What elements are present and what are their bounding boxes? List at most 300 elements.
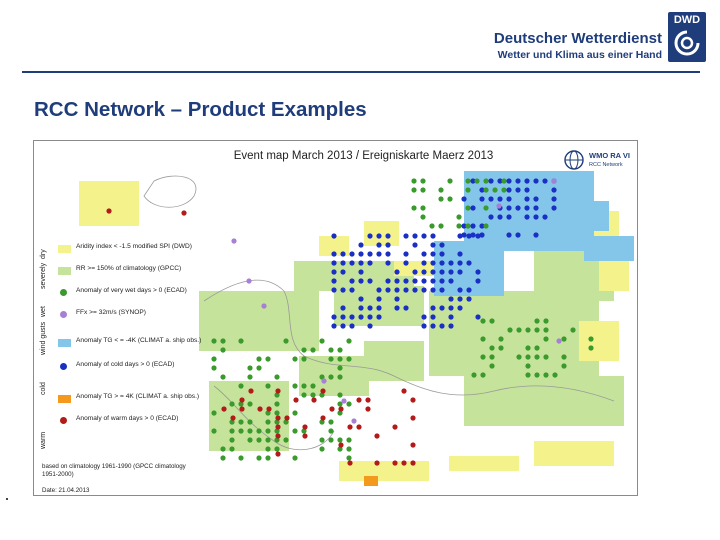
- wet-dot: [274, 401, 279, 406]
- cold-dot: [533, 196, 538, 201]
- wet-dot: [411, 205, 416, 210]
- wet-area: [364, 341, 424, 381]
- cold-dot: [349, 314, 354, 319]
- cold-dot: [470, 205, 475, 210]
- wet-dot: [337, 437, 342, 442]
- warm-dot: [410, 397, 415, 402]
- gust-dot: [231, 238, 236, 243]
- warm-dot: [410, 460, 415, 465]
- warm-dot: [320, 388, 325, 393]
- wet-dot: [256, 455, 261, 460]
- cold-area: [569, 201, 609, 231]
- cold-dot: [475, 278, 480, 283]
- cold-dot: [412, 278, 417, 283]
- wet-dot: [483, 205, 488, 210]
- cold-dot: [533, 205, 538, 210]
- cold-dot: [385, 287, 390, 292]
- wet-dot: [328, 419, 333, 424]
- cold-dot: [506, 232, 511, 237]
- cold-dot: [421, 260, 426, 265]
- wet-dot: [561, 363, 566, 368]
- cold-dot: [497, 214, 502, 219]
- wet-dot: [274, 410, 279, 415]
- cold-dot: [376, 251, 381, 256]
- cold-dot: [439, 260, 444, 265]
- wet-dot: [429, 223, 434, 228]
- legend-dot-symbol: [60, 311, 67, 318]
- wet-dot: [483, 187, 488, 192]
- cold-dot: [358, 242, 363, 247]
- wet-dot: [588, 345, 593, 350]
- wet-dot: [301, 356, 306, 361]
- wet-dot: [456, 223, 461, 228]
- cold-dot: [448, 278, 453, 283]
- wet-dot: [247, 437, 252, 442]
- legend-item-label: Anomaly TG < = -4K (CLIMAT a. ship obs.): [76, 337, 202, 344]
- cold-dot: [475, 269, 480, 274]
- wet-dot: [570, 327, 575, 332]
- wet-dot: [543, 318, 548, 323]
- dwd-badge-text: DWD: [673, 14, 701, 26]
- cold-dot: [412, 233, 417, 238]
- warm-dot: [338, 406, 343, 411]
- legend-swatch: [58, 267, 71, 275]
- wet-dot: [411, 178, 416, 183]
- wet-dot: [337, 392, 342, 397]
- cold-dot: [457, 296, 462, 301]
- cold-dot: [439, 251, 444, 256]
- wet-dot: [543, 354, 548, 359]
- wet-dot: [301, 383, 306, 388]
- map-title: Event map March 2013 / Ereigniskarte Maerz 2013: [233, 150, 494, 162]
- cold-dot: [367, 305, 372, 310]
- cold-dot: [506, 196, 511, 201]
- wet-dot: [211, 410, 216, 415]
- wet-dot: [465, 205, 470, 210]
- cold-dot: [340, 314, 345, 319]
- cold-dot: [457, 251, 462, 256]
- wet-dot: [543, 327, 548, 332]
- wet-dot: [337, 365, 342, 370]
- warm-dot: [239, 397, 244, 402]
- legend-item-label: Aridity index < -1.5 modified SPI (DWD): [76, 243, 192, 250]
- warm-dot: [347, 460, 352, 465]
- warm-dot: [410, 415, 415, 420]
- cold-dot: [403, 305, 408, 310]
- cold-dot: [448, 260, 453, 265]
- wet-dot: [328, 347, 333, 352]
- cold-dot: [385, 251, 390, 256]
- cold-dot: [479, 196, 484, 201]
- wet-area: [464, 376, 624, 426]
- wet-dot: [465, 187, 470, 192]
- wet-dot: [438, 187, 443, 192]
- cold-dot: [403, 260, 408, 265]
- wet-dot: [319, 446, 324, 451]
- cold-dot: [448, 269, 453, 274]
- wet-dot: [420, 214, 425, 219]
- cold-dot: [403, 251, 408, 256]
- wet-dot: [211, 428, 216, 433]
- cold-dot: [524, 214, 529, 219]
- wet-dot: [319, 437, 324, 442]
- dwd-tagline: Wetter und Klima aus einer Hand: [497, 49, 662, 61]
- wet-dot: [489, 345, 494, 350]
- cold-dot: [466, 287, 471, 292]
- warm-dot: [392, 424, 397, 429]
- cold-dot: [331, 233, 336, 238]
- wet-dot: [328, 437, 333, 442]
- wet-dot: [465, 178, 470, 183]
- warm-dot: [248, 388, 253, 393]
- legend-item-label: RR >= 150% of climatology (GPCC): [76, 265, 182, 272]
- warm-dot: [181, 210, 186, 215]
- wet-dot: [229, 437, 234, 442]
- warm-dot: [374, 460, 379, 465]
- wet-dot: [220, 455, 225, 460]
- wet-dot: [438, 196, 443, 201]
- cold-dot: [533, 214, 538, 219]
- wet-dot: [489, 354, 494, 359]
- warm-dot: [230, 415, 235, 420]
- wet-dot: [534, 318, 539, 323]
- wet-dot: [534, 345, 539, 350]
- cold-dot: [358, 305, 363, 310]
- legend-item-label: FFx >= 32m/s (SYNOP): [76, 309, 146, 316]
- gust-dot: [321, 378, 326, 383]
- cold-dot: [497, 196, 502, 201]
- cold-dot: [457, 287, 462, 292]
- cold-dot: [506, 214, 511, 219]
- cold-dot: [376, 305, 381, 310]
- legend-item-label: Anomaly TG > = 4K (CLIMAT a. ship obs.): [76, 393, 200, 400]
- cold-dot: [340, 260, 345, 265]
- wet-dot: [561, 354, 566, 359]
- dwd-logo-badge: [668, 12, 706, 62]
- cold-dot: [439, 287, 444, 292]
- cold-dot: [376, 242, 381, 247]
- wet-dot: [265, 455, 270, 460]
- wet-dot: [337, 374, 342, 379]
- wet-dot: [292, 428, 297, 433]
- cold-dot: [430, 278, 435, 283]
- cold-dot: [367, 323, 372, 328]
- gust-dot: [341, 398, 346, 403]
- wet-dot: [543, 336, 548, 341]
- warm-dot: [347, 424, 352, 429]
- wet-dot: [346, 356, 351, 361]
- wet-dot: [438, 223, 443, 228]
- warm-dot: [365, 397, 370, 402]
- wet-dot: [220, 446, 225, 451]
- legend-dot-symbol: [60, 417, 67, 424]
- wet-dot: [265, 437, 270, 442]
- wet-dot: [328, 428, 333, 433]
- wet-dot: [238, 338, 243, 343]
- warm-dot: [401, 460, 406, 465]
- wet-dot: [525, 345, 530, 350]
- dry-area: [599, 261, 629, 291]
- wet-dot: [534, 354, 539, 359]
- wet-dot: [229, 428, 234, 433]
- wet-dot: [283, 338, 288, 343]
- wet-dot: [211, 356, 216, 361]
- wet-dot: [525, 372, 530, 377]
- legend-group-label: wet: [40, 306, 47, 317]
- warm-dot: [275, 451, 280, 456]
- cold-dot: [358, 251, 363, 256]
- cold-dot: [448, 323, 453, 328]
- gust-dot: [556, 338, 561, 343]
- legend-group-label: wind gusts: [40, 321, 47, 355]
- wet-dot: [265, 446, 270, 451]
- cold-dot: [331, 314, 336, 319]
- cold-dot: [515, 232, 520, 237]
- wet-dot: [346, 338, 351, 343]
- wet-dot: [420, 178, 425, 183]
- cold-dot: [376, 314, 381, 319]
- cold-area: [584, 236, 634, 261]
- cold-dot: [506, 187, 511, 192]
- gust-dot: [496, 203, 501, 208]
- wet-dot: [292, 410, 297, 415]
- warm-area: [364, 476, 378, 486]
- dry-area: [579, 321, 619, 361]
- cold-dot: [394, 305, 399, 310]
- cold-dot: [439, 278, 444, 283]
- cold-dot: [461, 232, 466, 237]
- cold-dot: [349, 278, 354, 283]
- cold-dot: [349, 287, 354, 292]
- warm-dot: [356, 424, 361, 429]
- wet-dot: [211, 365, 216, 370]
- warm-dot: [302, 433, 307, 438]
- legend-swatch: [58, 395, 71, 403]
- cold-dot: [551, 196, 556, 201]
- cold-dot: [488, 178, 493, 183]
- wet-dot: [256, 365, 261, 370]
- cold-dot: [394, 278, 399, 283]
- warm-dot: [106, 208, 111, 213]
- wmo-globe-icon: [563, 149, 585, 171]
- cold-dot: [367, 314, 372, 319]
- wet-dot: [501, 178, 506, 183]
- wet-dot: [471, 372, 476, 377]
- wet-dot: [238, 419, 243, 424]
- wet-dot: [328, 356, 333, 361]
- cold-dot: [421, 278, 426, 283]
- wet-dot: [220, 374, 225, 379]
- wet-dot: [525, 327, 530, 332]
- wet-dot: [543, 372, 548, 377]
- slide-marker: [6, 498, 8, 500]
- wet-dot: [489, 318, 494, 323]
- wet-dot: [265, 383, 270, 388]
- cold-dot: [533, 178, 538, 183]
- cold-dot: [331, 260, 336, 265]
- warm-dot: [266, 406, 271, 411]
- legend-item-label: Anomaly of cold days > 0 (ECAD): [76, 361, 175, 368]
- warm-dot: [338, 442, 343, 447]
- cold-dot: [542, 214, 547, 219]
- wmo-logo-subtext: RCC Network: [589, 162, 623, 168]
- cold-dot: [551, 205, 556, 210]
- cold-dot: [506, 205, 511, 210]
- wet-dot: [411, 187, 416, 192]
- wet-dot: [447, 196, 452, 201]
- cold-dot: [367, 278, 372, 283]
- warm-dot: [275, 433, 280, 438]
- cold-dot: [358, 314, 363, 319]
- cold-dot: [457, 305, 462, 310]
- wet-dot: [474, 178, 479, 183]
- wet-dot: [480, 336, 485, 341]
- cold-dot: [358, 269, 363, 274]
- cold-dot: [331, 278, 336, 283]
- wet-area: [429, 291, 599, 376]
- cold-dot: [394, 287, 399, 292]
- cold-dot: [470, 223, 475, 228]
- wet-dot: [447, 178, 452, 183]
- cold-dot: [376, 296, 381, 301]
- wet-dot: [229, 446, 234, 451]
- legend-dot-symbol: [60, 289, 67, 296]
- cold-dot: [524, 205, 529, 210]
- warm-dot: [392, 460, 397, 465]
- wet-dot: [256, 437, 261, 442]
- slide-title: RCC Network – Product Examples: [34, 98, 367, 121]
- wet-dot: [456, 214, 461, 219]
- cold-dot: [488, 214, 493, 219]
- cold-dot: [466, 260, 471, 265]
- dry-area: [364, 221, 399, 246]
- warm-dot: [401, 388, 406, 393]
- wet-dot: [247, 428, 252, 433]
- wet-dot: [265, 356, 270, 361]
- wet-dot: [274, 446, 279, 451]
- cold-dot: [331, 287, 336, 292]
- dwd-swirl-icon: [668, 12, 706, 62]
- wet-dot: [480, 318, 485, 323]
- wet-dot: [310, 383, 315, 388]
- cold-dot: [403, 287, 408, 292]
- legend-group-label: dry: [40, 249, 47, 259]
- cold-dot: [515, 187, 520, 192]
- legend-climatology-note: based on climatology 1961-1990 (GPCC climatology 1951-2000): [42, 463, 186, 478]
- dry-area: [339, 461, 429, 481]
- cold-dot: [331, 323, 336, 328]
- wet-dot: [247, 401, 252, 406]
- wet-dot: [247, 419, 252, 424]
- cold-dot: [331, 251, 336, 256]
- warm-dot: [356, 397, 361, 402]
- cold-dot: [439, 305, 444, 310]
- legend-dot-symbol: [60, 363, 67, 370]
- warm-dot: [257, 406, 262, 411]
- dry-area: [449, 456, 519, 471]
- wet-dot: [346, 401, 351, 406]
- cold-dot: [349, 323, 354, 328]
- cold-dot: [376, 287, 381, 292]
- wet-dot: [489, 363, 494, 368]
- europe-event-map: [34, 141, 637, 495]
- wet-dot: [220, 338, 225, 343]
- gust-dot: [246, 278, 251, 283]
- wet-dot: [588, 336, 593, 341]
- cold-dot: [430, 260, 435, 265]
- wet-dot: [552, 372, 557, 377]
- cold-dot: [430, 269, 435, 274]
- cold-dot: [551, 187, 556, 192]
- wet-dot: [229, 401, 234, 406]
- wet-dot: [301, 392, 306, 397]
- cold-dot: [439, 269, 444, 274]
- cold-dot: [421, 314, 426, 319]
- gust-dot: [261, 303, 266, 308]
- wet-dot: [274, 374, 279, 379]
- warm-dot: [239, 406, 244, 411]
- cold-dot: [439, 323, 444, 328]
- cold-dot: [430, 242, 435, 247]
- cold-dot: [466, 296, 471, 301]
- wet-dot: [310, 392, 315, 397]
- warm-dot: [275, 415, 280, 420]
- cold-dot: [470, 232, 475, 237]
- cold-dot: [533, 232, 538, 237]
- wet-dot: [480, 354, 485, 359]
- legend-item-label: Anomaly of warm days > 0 (ECAD): [76, 415, 179, 422]
- wet-dot: [498, 336, 503, 341]
- wmo-ravi-logo: [563, 147, 629, 173]
- cold-dot: [506, 178, 511, 183]
- warm-dot: [311, 397, 316, 402]
- dwd-org-name: Deutscher Wetterdienst: [493, 30, 662, 47]
- warm-dot: [374, 433, 379, 438]
- wet-dot: [534, 327, 539, 332]
- event-map: [33, 140, 638, 496]
- warm-dot: [293, 397, 298, 402]
- warm-dot: [410, 442, 415, 447]
- legend-swatch: [58, 339, 71, 347]
- cold-dot: [358, 260, 363, 265]
- cold-dot: [349, 260, 354, 265]
- cold-dot: [349, 251, 354, 256]
- cold-dot: [412, 242, 417, 247]
- cold-dot: [448, 305, 453, 310]
- cold-dot: [421, 269, 426, 274]
- cold-dot: [421, 287, 426, 292]
- header-divider: [22, 71, 700, 73]
- cold-dot: [367, 251, 372, 256]
- wet-dot: [346, 446, 351, 451]
- wet-dot: [420, 205, 425, 210]
- cold-dot: [421, 251, 426, 256]
- warm-dot: [365, 406, 370, 411]
- cold-dot: [367, 233, 372, 238]
- cold-dot: [542, 178, 547, 183]
- wet-dot: [561, 336, 566, 341]
- wet-dot: [238, 428, 243, 433]
- wet-area: [199, 291, 319, 351]
- wet-dot: [501, 187, 506, 192]
- wet-dot: [328, 374, 333, 379]
- cold-dot: [412, 269, 417, 274]
- cold-dot: [385, 260, 390, 265]
- cold-dot: [331, 269, 336, 274]
- cold-dot: [515, 205, 520, 210]
- wet-dot: [337, 347, 342, 352]
- legend-group-label: severely: [40, 262, 47, 289]
